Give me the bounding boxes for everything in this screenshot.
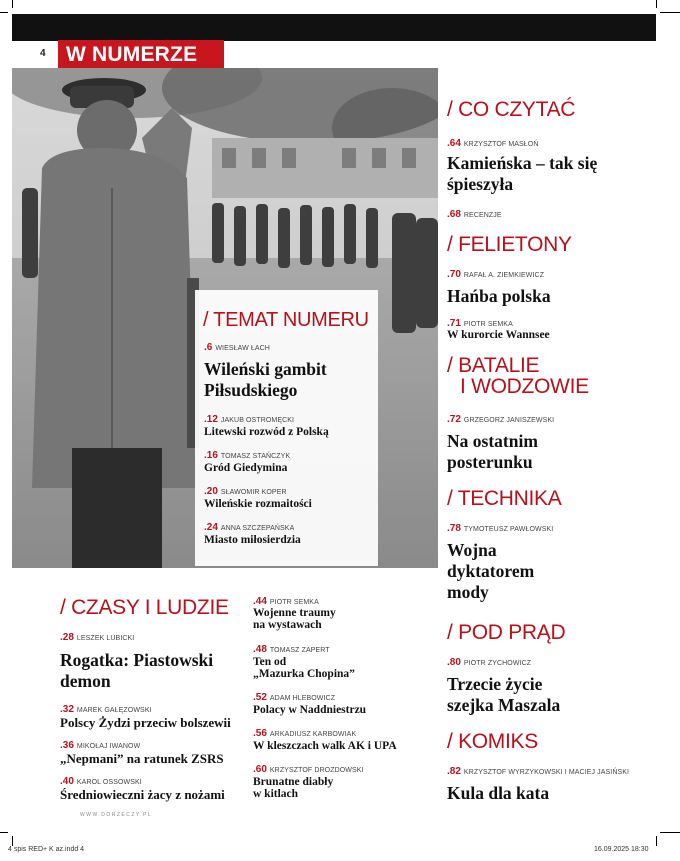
article-title[interactable]: Brunatne diabły w kitlach — [253, 776, 334, 800]
article-meta: .40 KAROL OSSOWSKI — [60, 776, 142, 787]
article-meta: .24 ANNA SZCZEPAŃSKA — [204, 522, 295, 533]
article-title[interactable]: „Nepmani” na ratunek ZSRS — [60, 751, 224, 766]
section-heading-felietony: / FELIETONY — [447, 233, 572, 256]
crop-mark — [660, 832, 680, 833]
top-black-bar — [12, 14, 656, 41]
article-meta: .12 JAKUB OSTROMĘCKI — [204, 414, 295, 425]
article-meta: .56 ARKADIUSZ KARBOWIAK — [253, 728, 357, 739]
article-meta: .72 GRZEGORZ JANISZEWSKI — [447, 414, 555, 425]
article-meta: .82 KRZYSZTOF WYRZYKOWSKI I MACIEJ JASIŃSKI — [447, 766, 630, 777]
article-meta: .32 MAREK GAŁĘZOWSKI — [60, 704, 152, 715]
crop-mark — [12, 0, 13, 8]
crop-mark — [12, 836, 13, 846]
section-heading-batalie: / BATALIE I WODZOWIE — [447, 354, 589, 398]
article-title[interactable]: W kleszczach walk AK i UPA — [253, 740, 397, 752]
crop-mark — [656, 836, 657, 846]
article-title[interactable]: Na ostatnim posterunku — [447, 431, 538, 472]
section-heading-czasy-i-ludzie: / CZASY I LUDZIE — [60, 596, 229, 619]
article-meta: .48 TOMASZ ZAPERT — [253, 644, 330, 655]
article-meta[interactable]: .68 RECENZJE — [447, 209, 502, 220]
crop-mark — [660, 12, 680, 13]
article-meta: .60 KRZYSZTOF DROZDOWSKI — [253, 764, 364, 775]
print-slug-left: 4 spis RED+ K az.indd 4 — [8, 846, 85, 853]
section-heading-temat-numeru: / TEMAT NUMERU — [203, 309, 369, 331]
section-heading-pod-prad: / POD PRĄD — [447, 621, 566, 644]
article-meta: .78 TYMOTEUSZ PAWŁOWSKI — [447, 523, 554, 534]
article-meta: .16 TOMASZ STAŃCZYK — [204, 450, 291, 461]
section-heading-komiks: / KOMIKS — [447, 730, 538, 753]
article-title[interactable]: Miasto miłosierdzia — [204, 534, 301, 546]
crop-mark — [0, 12, 8, 13]
article-title[interactable]: Gród Giedymina — [204, 462, 288, 474]
article-title[interactable]: Wileńskie rozmaitości — [204, 498, 312, 510]
crop-mark — [0, 832, 8, 833]
article-title[interactable]: Kula dla kata — [447, 783, 550, 803]
page-number: 4 — [40, 48, 46, 59]
section-heading-co-czytac: / CO CZYTAĆ — [447, 98, 576, 121]
article-meta: .64 KRZYSZTOF MASŁOŃ — [447, 138, 539, 149]
section-heading-technika: / TECHNIKA — [447, 487, 562, 510]
article-title[interactable]: Wojenne traumy na wystawach — [253, 607, 336, 631]
article-meta: .70 RAFAŁ A. ZIEMKIEWICZ — [447, 269, 545, 280]
article-title[interactable]: W kurorcie Wannsee — [447, 329, 550, 341]
article-meta: .36 MIKOŁAJ IWANOW — [60, 740, 141, 751]
article-meta: .52 ADAM HLEBOWICZ — [253, 692, 336, 703]
article-meta: .20 SŁAWOMIR KOPER — [204, 486, 287, 497]
article-meta: .28 LESZEK LUBICKI — [60, 632, 135, 643]
article-title[interactable]: Średniowieczni żacy z nożami — [60, 787, 225, 802]
article-meta: .80 PIOTR ZYCHOWICZ — [447, 657, 532, 668]
article-meta: .71 PIOTR SEMKA — [447, 318, 513, 329]
article-title[interactable]: Trzecie życie szejka Maszala — [447, 674, 561, 715]
crop-mark — [656, 0, 657, 8]
article-title[interactable]: Wileński gambit Piłsudskiego — [204, 359, 327, 400]
print-slug-right: 16.09.2025 18:30 — [594, 846, 649, 853]
article-meta: .6 WIESŁAW ŁACH — [204, 342, 270, 353]
article-meta: .44 PIOTR SEMKA — [253, 596, 319, 607]
article-title[interactable]: Wojna dyktatorem mody — [447, 540, 535, 602]
article-title[interactable]: Rogatka: Piastowski demon — [60, 650, 214, 691]
article-title[interactable]: Litewski rozwód z Polską — [204, 426, 329, 438]
article-title[interactable]: Ten od „Mazurka Chopina” — [253, 656, 355, 680]
article-title[interactable]: Polacy w Naddniestrzu — [253, 704, 367, 716]
website-url[interactable]: WWW.DORZECZY.PL — [80, 812, 153, 818]
page-title: W NUMERZE — [66, 43, 198, 66]
article-title[interactable]: Hańba polska — [447, 286, 551, 306]
article-title[interactable]: Polscy Żydzi przeciw bolszewii — [60, 715, 231, 730]
article-title[interactable]: Kamieńska – tak się śpieszyła — [447, 153, 598, 194]
